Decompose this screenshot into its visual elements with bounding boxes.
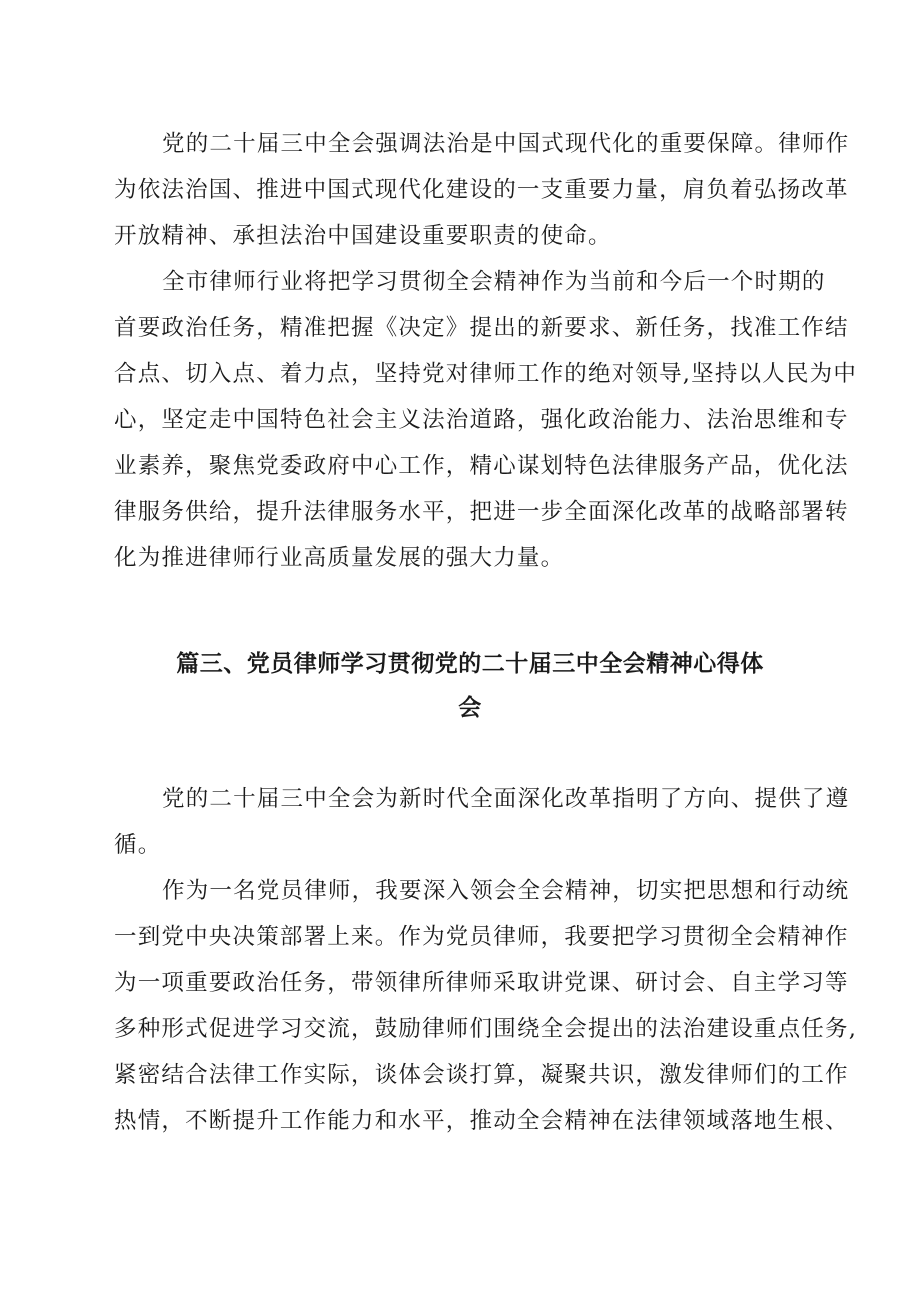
paragraph-lawyer-industry bbox=[114, 259, 858, 581]
text-line: 多种形式促进学习交流，鼓励律师们围绕全会提出的法治建设重点任务, bbox=[114, 1016, 858, 1042]
text-line: 党的二十届三中全会强调法治是中国式现代化的重要保障。律师作 bbox=[162, 131, 850, 157]
section-heading bbox=[100, 642, 840, 730]
text-line: 合点、切入点、着力点，坚持党对律师工作的绝对领导,坚持以人民为中 bbox=[114, 361, 858, 387]
paragraph-party-lawyer bbox=[114, 868, 858, 1144]
heading-line: 篇三、党员律师学习贯彻党的二十届三中全会精神心得体 bbox=[176, 651, 764, 677]
text-line: 循。 bbox=[114, 832, 162, 858]
text-line: 作为一名党员律师，我要深入领会全会精神，切实把思想和行动统 bbox=[162, 878, 850, 904]
text-line: 开放精神、承担法治中国建设重要职责的使命。 bbox=[114, 223, 612, 249]
text-line: 化为推进律师行业高质量发展的强大力量。 bbox=[114, 545, 565, 571]
paragraph-intro bbox=[114, 121, 850, 259]
text-line: 紧密结合法律工作实际，谈体会谈打算，凝聚共识，激发律师们的工作 bbox=[114, 1062, 849, 1088]
text-line: 心，坚定走中国特色社会主义法治道路，强化政治能力、法治思维和专 bbox=[114, 407, 849, 433]
text-line: 为依法治国、推进中国式现代化建设的一支重要力量，肩负着弘扬改革 bbox=[114, 177, 849, 203]
text-line: 党的二十届三中全会为新时代全面深化改革指明了方向、提供了遵 bbox=[162, 786, 850, 812]
text-line: 全市律师行业将把学习贯彻全会精神作为当前和今后一个时期的 bbox=[162, 269, 826, 295]
text-line: 业素养，聚焦党委政府中心工作，精心谋划特色法律服务产品，优化法 bbox=[114, 453, 849, 479]
text-line: 热情，不断提升工作能力和水平，推动全会精神在法律领域落地生根、 bbox=[114, 1108, 849, 1134]
text-line: 为一项重要政治任务，带领律所律师采取讲党课、研讨会、自主学习等 bbox=[114, 970, 849, 996]
text-line: 一到党中央决策部署上来。作为党员律师，我要把学习贯彻全会精神作 bbox=[114, 924, 849, 950]
paragraph-reform-direction bbox=[114, 776, 850, 868]
text-line: 律服务供给，提升法律服务水平，把进一步全面深化改革的战略部署转 bbox=[114, 499, 849, 525]
text-line: 首要政治任务，精准把握《决定》提出的新要求、新任务，找准工作结 bbox=[114, 315, 849, 341]
heading-line: 会 bbox=[458, 695, 482, 721]
